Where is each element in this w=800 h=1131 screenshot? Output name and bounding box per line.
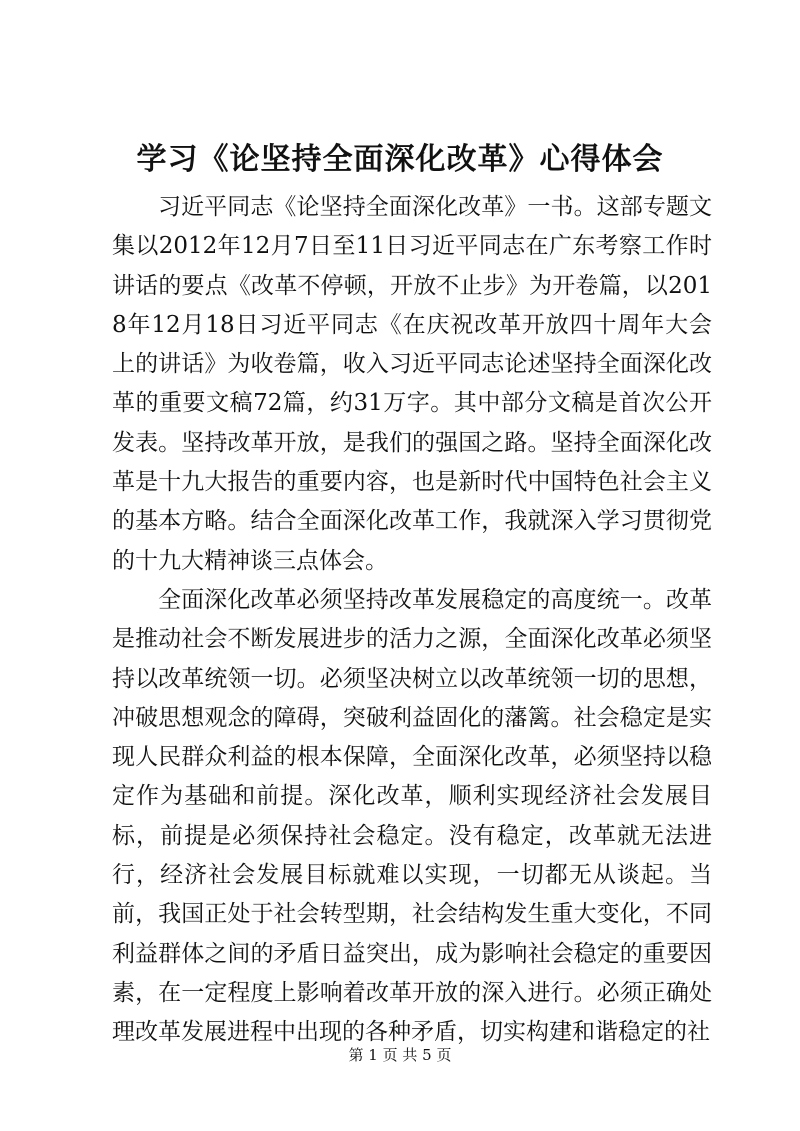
paragraph-intro: 习近平同志《论坚持全面深化改革》一书。这部专题文集以2012年12月7日至11日习近平同志在广东考察工作时讲话的要点《改革不停顿，开放不止步》为开卷篇，以2018年12月18日习近平同志《在庆祝改革开放四十周年大会上的讲话》为收卷篇，收入习近平同志论述坚持全面深化改革的重要文稿72篇，约31万字。其中部分文稿是首次公开发表。坚持改革开放，是我们的强国之路。坚持全面深化改革是十九大报告的重要内容，也是新时代中国特色社会主义的基本方略。结合全面深化改革工作，我就深入学习贯彻党的十九大精神谈三点体会。 [112,194,712,574]
document-body [112,188,712,1053]
paragraph-reform-stability: 全面深化改革必须坚持改革发展稳定的高度统一。改革是推动社会不断发展进步的活力之源，全面深化改革必须坚持以改革统领一切。必须坚决树立以改革统领一切的思想，冲破思想观念的障碍，突破利益固化的藩篱。社会稳定是实现人民群众利益的根本保障，全面深化改革，必须坚持以稳定作为基础和前提。深化改革，顺利实现经济社会发展目标，前提是必须保持社会稳定。没有稳定，改革就无法进行，经济社会发展目标就难以实现，一切都无从谈起。当前，我国正处于社会转型期，社会结构发生重大变化，不同利益群体之间的矛盾日益突出，成为影响社会稳定的重要因素，在一定程度上影响着改革开放的深入进行。必须正确处理改革发展进程中出现的各种矛盾，切实构建和谐稳定的社 [112,586,712,1046]
page-footer: 第 1 页 共 5 页 [348,1046,452,1064]
page-title: 学习《论坚持全面深化改革》心得体会 [136,142,664,177]
